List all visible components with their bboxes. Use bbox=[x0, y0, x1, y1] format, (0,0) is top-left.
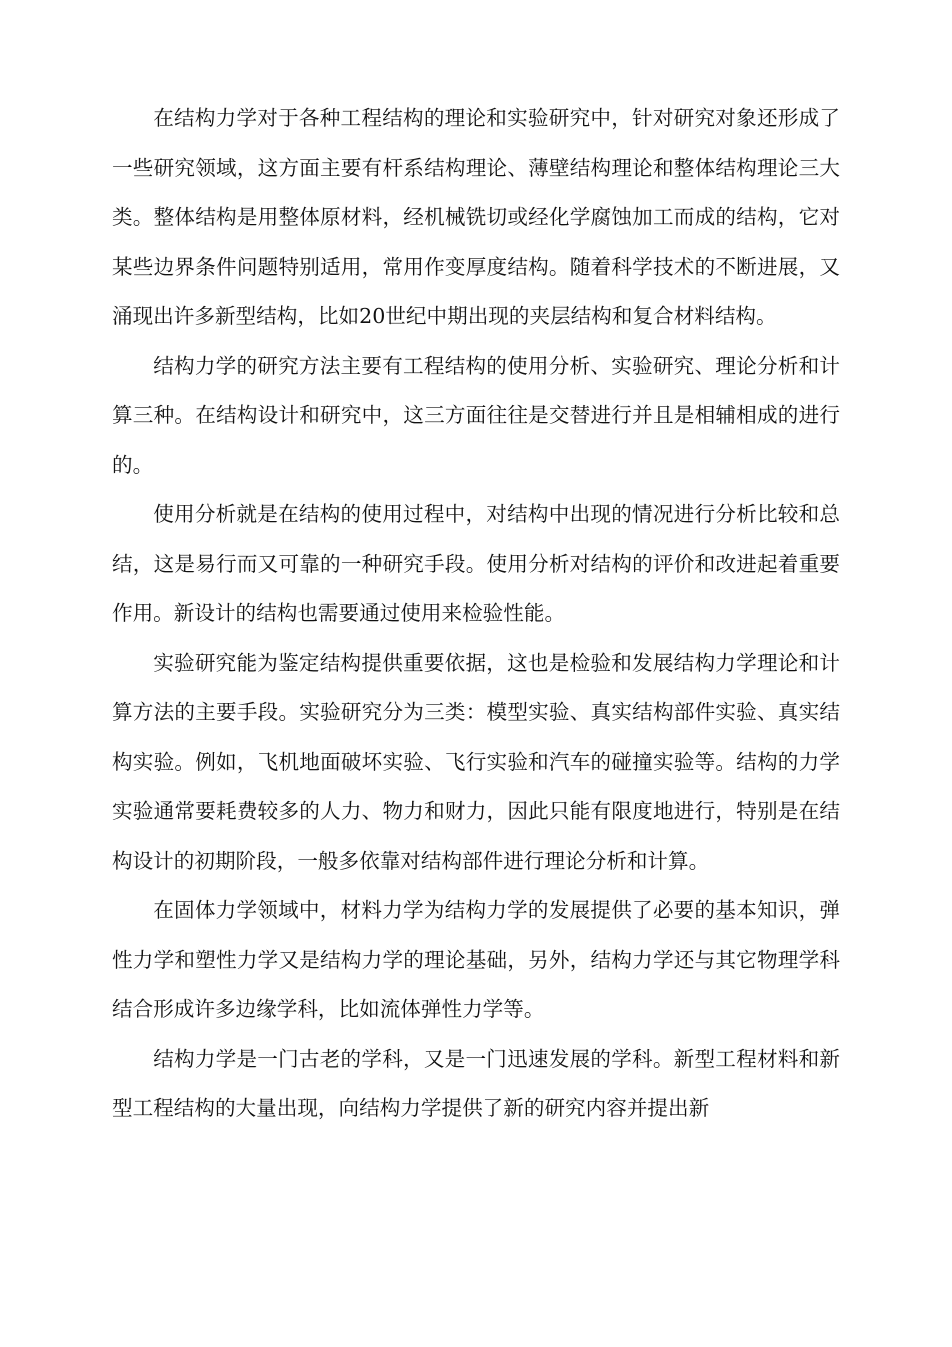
paragraph-2: 结构力学的研究方法主要有工程结构的使用分析、实验研究、理论分析和计算三种。在结构设计和研究中，这三方面往往是交替进行并且是相辅相成的进行的。 bbox=[112, 353, 840, 477]
paragraph-5: 在固体力学领域中，材料力学为结构力学的发展提供了必要的基本知识，弹性力学和塑性力学又是结构力学的理论基础，另外，结构力学还与其它物理学科结合形成许多边缘学科，比如流体弹性力学等。 bbox=[112, 898, 840, 1021]
paragraph-6: 结构力学是一门古老的学科，又是一门迅速发展的学科。新型工程材料和新型工程结构的大量出现，向结构力学提供了新的研究内容并提出新 bbox=[112, 1046, 840, 1120]
paragraph-3: 使用分析就是在结构的使用过程中，对结构中出现的情况进行分析比较和总结，这是易行而又可靠的一种研究手段。使用分析对结构的评价和改进起着重要作用。新设计的结构也需要通过使用来检验性能。 bbox=[112, 502, 840, 625]
paragraph-4: 实验研究能为鉴定结构提供重要依据，这也是检验和发展结构力学理论和计算方法的主要手段。实验研究分为三类：模型实验、真实结构部件实验、真实结构实验。例如，飞机地面破坏实验、飞行实验和汽车的碰撞实验等。结构的力学实验通常要耗费较多的人力、物力和财力，因此只能有限度地进行，特别是在结构设计的初期阶段，一般多依靠对结构部件进行理论分析和计算。 bbox=[112, 650, 840, 873]
paragraph-1: 在结构力学对于各种工程结构的理论和实验研究中，针对研究对象还形成了一些研究领域，这方面主要有杆系结构理论、薄壁结构理论和整体结构理论三大类。整体结构是用整体原材料，经机械铣切或经化学腐蚀加工而成的结构，它对某些边界条件问题特别适用，常用作变厚度结构。随着科学技术的不断进展，又涌现出许多新型结构，比如20世纪中期出现的夹层结构和复合材料结构。 bbox=[112, 106, 840, 328]
document-body bbox=[112, 94, 840, 1134]
